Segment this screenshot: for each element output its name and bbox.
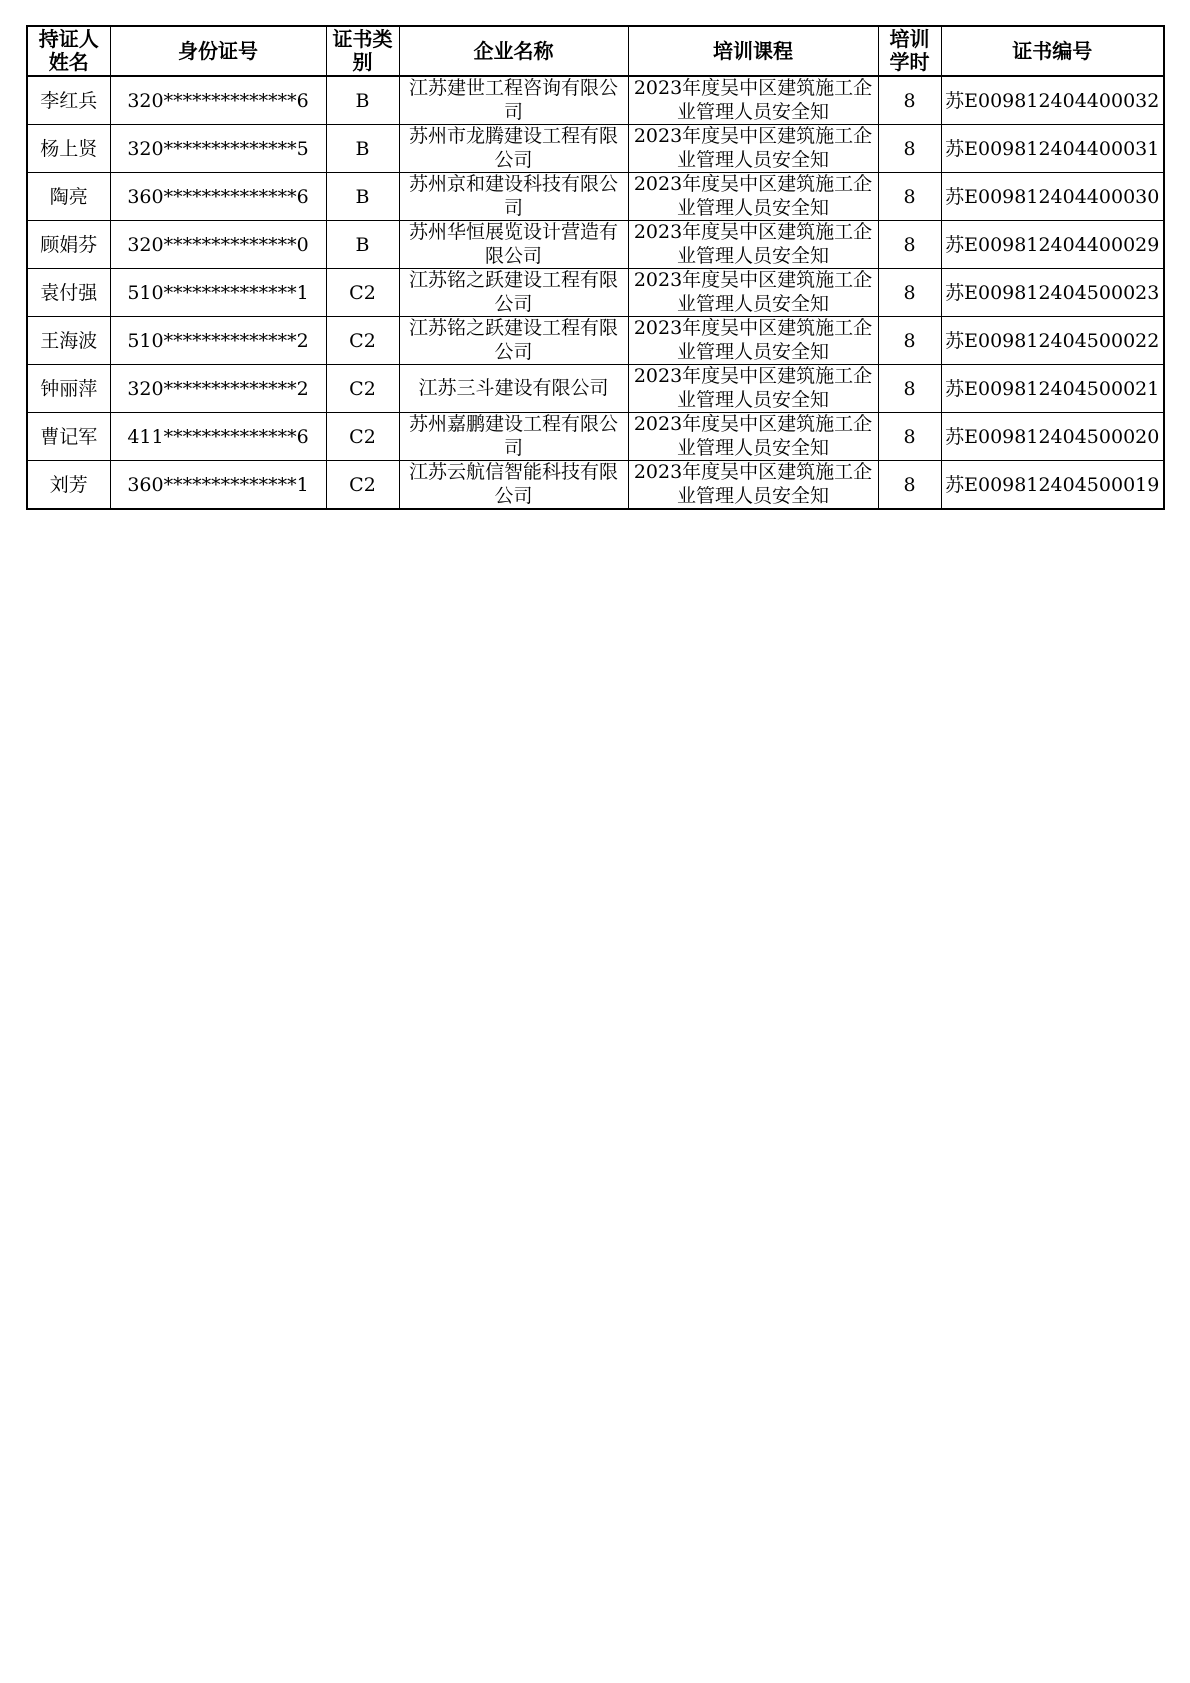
header-row: [27, 26, 1164, 76]
cell-cert-no: 苏E009812404500020: [941, 413, 1164, 461]
cell-cert-no: 苏E009812404500023: [941, 269, 1164, 317]
cell-hours: 8: [878, 269, 941, 317]
cell-id-number: 320**************0: [110, 221, 326, 269]
header-name: [27, 26, 110, 76]
cell-company: [399, 125, 628, 173]
table-row: [27, 317, 1164, 365]
cell-course: [628, 221, 878, 269]
company-text: 苏州京和建设科技有限公司: [408, 173, 618, 219]
header-hours-text: 培训学时: [889, 27, 930, 74]
cell-id-number: 510**************2: [110, 317, 326, 365]
cell-id-number: 360**************1: [110, 461, 326, 510]
cell-name: 顾娟芬: [27, 221, 110, 269]
company-text: 江苏建世工程咨询有限公司: [408, 77, 618, 123]
cell-company: [399, 221, 628, 269]
cell-course: [628, 413, 878, 461]
company-text: 江苏铭之跃建设工程有限公司: [408, 269, 618, 315]
company-text: 江苏云航信智能科技有限公司: [408, 461, 618, 507]
cell-cert-type: C2: [326, 461, 399, 510]
table-row: [27, 76, 1164, 125]
table-body: [27, 76, 1164, 509]
cell-course: [628, 173, 878, 221]
company-text: 苏州华恒展览设计营造有限公司: [408, 221, 618, 267]
course-text: 2023年度吴中区建筑施工企业管理人员安全知: [633, 365, 873, 411]
cell-cert-no: 苏E009812404500019: [941, 461, 1164, 510]
cell-id-number: 320**************5: [110, 125, 326, 173]
cell-company: [399, 461, 628, 510]
cell-id-number: 411**************6: [110, 413, 326, 461]
cell-name: 李红兵: [27, 76, 110, 125]
cell-name: 曹记军: [27, 413, 110, 461]
cell-hours: 8: [878, 125, 941, 173]
cell-cert-type: C2: [326, 365, 399, 413]
table-row: [27, 221, 1164, 269]
course-text: 2023年度吴中区建筑施工企业管理人员安全知: [633, 461, 873, 507]
header-cert-no: [941, 26, 1164, 76]
cell-course: [628, 125, 878, 173]
certificate-table: [26, 25, 1165, 510]
cell-cert-no: 苏E009812404400029: [941, 221, 1164, 269]
cell-hours: 8: [878, 365, 941, 413]
cell-course: [628, 365, 878, 413]
header-cert-no-text: 证书编号: [1012, 38, 1093, 63]
cell-cert-type: B: [326, 173, 399, 221]
cell-company: [399, 317, 628, 365]
table-row: [27, 413, 1164, 461]
cell-company: [399, 173, 628, 221]
cell-name: 袁付强: [27, 269, 110, 317]
table-row: [27, 461, 1164, 510]
table-header: [27, 26, 1164, 76]
course-text: 2023年度吴中区建筑施工企业管理人员安全知: [633, 221, 873, 267]
header-company-text: 企业名称: [473, 38, 554, 63]
cell-course: [628, 461, 878, 510]
header-id-number: [110, 26, 326, 76]
header-id-number-text: 身份证号: [178, 38, 258, 63]
course-text: 2023年度吴中区建筑施工企业管理人员安全知: [633, 77, 873, 123]
header-company: [399, 26, 628, 76]
header-hours: [878, 26, 941, 76]
course-text: 2023年度吴中区建筑施工企业管理人员安全知: [633, 269, 873, 315]
course-text: 2023年度吴中区建筑施工企业管理人员安全知: [633, 125, 873, 171]
cell-id-number: 320**************2: [110, 365, 326, 413]
company-text: 江苏铭之跃建设工程有限公司: [408, 317, 618, 363]
cell-name: 杨上贤: [27, 125, 110, 173]
course-text: 2023年度吴中区建筑施工企业管理人员安全知: [633, 317, 873, 363]
cell-company: [399, 365, 628, 413]
cell-hours: 8: [878, 461, 941, 510]
cell-cert-no: 苏E009812404400031: [941, 125, 1164, 173]
company-text: 苏州市龙腾建设工程有限公司: [408, 125, 618, 171]
cell-cert-no: 苏E009812404500021: [941, 365, 1164, 413]
cell-course: [628, 269, 878, 317]
course-text: 2023年度吴中区建筑施工企业管理人员安全知: [633, 413, 873, 459]
cell-hours: 8: [878, 221, 941, 269]
cell-cert-type: B: [326, 125, 399, 173]
cell-cert-type: C2: [326, 269, 399, 317]
company-text: 江苏三斗建设有限公司: [418, 377, 609, 399]
table-row: [27, 173, 1164, 221]
table-row: [27, 365, 1164, 413]
cell-id-number: 360**************6: [110, 173, 326, 221]
cell-cert-type: C2: [326, 317, 399, 365]
cell-course: [628, 317, 878, 365]
table-row: [27, 269, 1164, 317]
cell-cert-type: C2: [326, 413, 399, 461]
header-cert-type: [326, 26, 399, 76]
cell-cert-no: 苏E009812404400030: [941, 173, 1164, 221]
cell-cert-no: 苏E009812404500022: [941, 317, 1164, 365]
cell-name: 陶亮: [27, 173, 110, 221]
cell-hours: 8: [878, 173, 941, 221]
cell-company: [399, 76, 628, 125]
cell-hours: 8: [878, 317, 941, 365]
cell-name: 钟丽萍: [27, 365, 110, 413]
cell-name: 王海波: [27, 317, 110, 365]
cell-cert-type: B: [326, 221, 399, 269]
header-name-text: 持证人姓名: [38, 27, 99, 74]
header-course-text: 培训课程: [713, 38, 793, 63]
cell-company: [399, 413, 628, 461]
cell-cert-no: 苏E009812404400032: [941, 76, 1164, 125]
cell-id-number: 320**************6: [110, 76, 326, 125]
cell-id-number: 510**************1: [110, 269, 326, 317]
table-row: [27, 125, 1164, 173]
cell-company: [399, 269, 628, 317]
course-text: 2023年度吴中区建筑施工企业管理人员安全知: [633, 173, 873, 219]
header-course: [628, 26, 878, 76]
cell-course: [628, 76, 878, 125]
header-cert-type-text: 证书类别: [332, 27, 393, 74]
cell-name: 刘芳: [27, 461, 110, 510]
company-text: 苏州嘉鹏建设工程有限公司: [408, 413, 618, 459]
cell-cert-type: B: [326, 76, 399, 125]
cell-hours: 8: [878, 76, 941, 125]
cell-hours: 8: [878, 413, 941, 461]
